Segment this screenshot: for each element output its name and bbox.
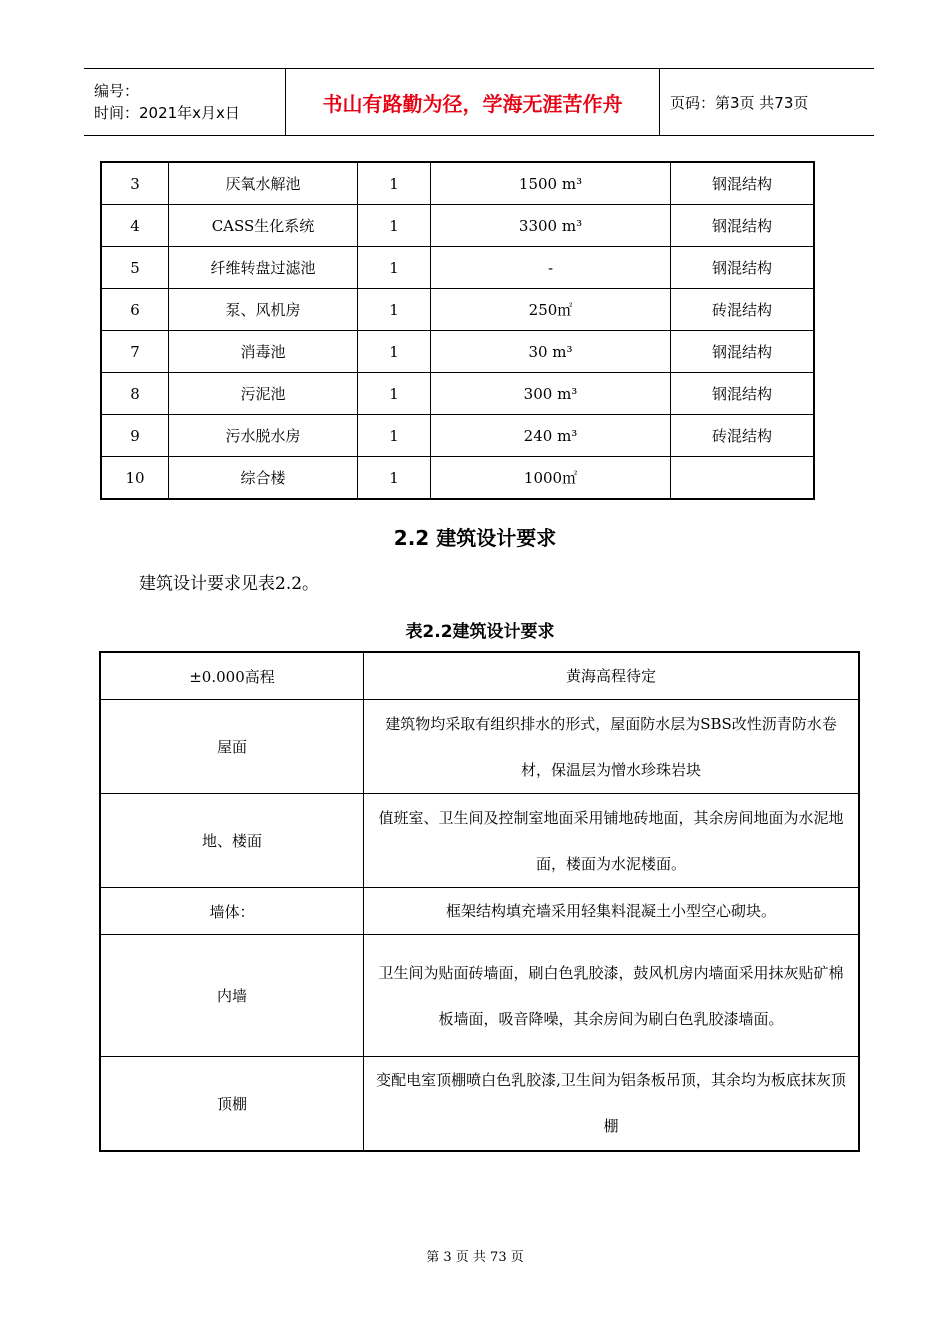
requirement-label-cell: ±0.000高程 [100,652,364,700]
requirement-label-cell: 内墙 [100,935,364,1057]
structure-type-cell: 钢混结构 [671,331,815,373]
table-row [100,794,859,888]
structure-type-cell: 钢混结构 [671,205,815,247]
table-caption: 表2.2建筑设计要求 [405,622,555,642]
section-title: 2.2 建筑设计要求 [393,526,557,550]
facility-table [100,161,815,500]
structure-type-cell: 钢混结构 [671,373,815,415]
requirement-label-cell: 顶棚 [100,1057,364,1151]
requirement-value-cell: 卫生间为贴面砖墙面，刷白色乳胶漆，鼓风机房内墙面采用抹灰贴矿棉板墙面，吸音降噪，其余房间为刷白色乳胶漆墙面。 [364,935,860,1057]
structure-type-cell [671,457,815,500]
capacity-cell: 3300 m³ [431,205,671,247]
facility-name-cell: 消毒池 [169,331,358,373]
quantity-cell: 1 [358,415,431,457]
row-number-cell: 7 [101,331,169,373]
structure-type-cell: 钢混结构 [671,162,815,205]
structure-type-cell: 砖混结构 [671,289,815,331]
facility-name-cell: 污泥池 [169,373,358,415]
facility-name-cell: 污水脱水房 [169,415,358,457]
quantity-cell: 1 [358,457,431,500]
table-row [100,888,859,935]
requirement-value-cell: 建筑物均采取有组织排水的形式，屋面防水层为SBS改性沥青防水卷材，保温层为憎水珍珠岩块 [364,700,860,794]
table-row [101,457,814,500]
capacity-cell: 1000㎡ [431,457,671,500]
header-meta [84,69,286,135]
row-number-cell: 5 [101,247,169,289]
structure-type-cell: 砖混结构 [671,415,815,457]
number-label: 编号： [94,82,140,100]
capacity-cell: 300 m³ [431,373,671,415]
row-number-cell: 10 [101,457,169,500]
page-header [84,68,874,136]
table-row [101,205,814,247]
quantity-cell: 1 [358,289,431,331]
header-page-info: 页码：第3页 共73页 [670,93,809,112]
capacity-cell: 30 m³ [431,331,671,373]
quantity-cell: 1 [358,331,431,373]
table-row [101,331,814,373]
row-number-cell: 9 [101,415,169,457]
row-number-cell: 3 [101,162,169,205]
structure-type-cell: 钢混结构 [671,247,815,289]
section-paragraph: 建筑设计要求见表2.2。 [139,574,320,594]
requirement-value-cell: 值班室、卫生间及控制室地面采用铺地砖地面，其余房间地面为水泥地面，楼面为水泥楼面。 [364,794,860,888]
table-row [100,935,859,1057]
quantity-cell: 1 [358,162,431,205]
facility-name-cell: 泵、风机房 [169,289,358,331]
table-row [100,700,859,794]
quantity-cell: 1 [358,373,431,415]
quantity-cell: 1 [358,205,431,247]
requirement-value-cell: 变配电室顶棚喷白色乳胶漆,卫生间为铝条板吊顶，其余均为板底抹灰顶棚 [364,1057,860,1151]
table-row [101,373,814,415]
time-label: 时间：2021年x月x日 [94,104,240,122]
facility-name-cell: 综合楼 [169,457,358,500]
design-requirements-table [99,651,860,1152]
table-row [101,162,814,205]
table-row [100,1057,859,1151]
requirement-label-cell: 地、楼面 [100,794,364,888]
capacity-cell: 240 m³ [431,415,671,457]
table-row [101,247,814,289]
page-footer: 第 3 页 共 73 页 [426,1250,524,1265]
header-motto: 书山有路勤为径，学海无涯苦作舟 [286,69,660,135]
requirement-label-cell: 屋面 [100,700,364,794]
requirement-value-cell: 黄海高程待定 [364,652,860,700]
capacity-cell: 1500 m³ [431,162,671,205]
table-row [100,652,859,700]
row-number-cell: 4 [101,205,169,247]
capacity-cell: - [431,247,671,289]
table-row [101,289,814,331]
facility-name-cell: 厌氧水解池 [169,162,358,205]
row-number-cell: 8 [101,373,169,415]
requirement-label-cell: 墙体： [100,888,364,935]
table-row [101,415,814,457]
row-number-cell: 6 [101,289,169,331]
facility-name-cell: CASS生化系统 [169,205,358,247]
facility-name-cell: 纤维转盘过滤池 [169,247,358,289]
requirement-value-cell: 框架结构填充墙采用轻集料混凝土小型空心砌块。 [364,888,860,935]
capacity-cell: 250㎡ [431,289,671,331]
quantity-cell: 1 [358,247,431,289]
